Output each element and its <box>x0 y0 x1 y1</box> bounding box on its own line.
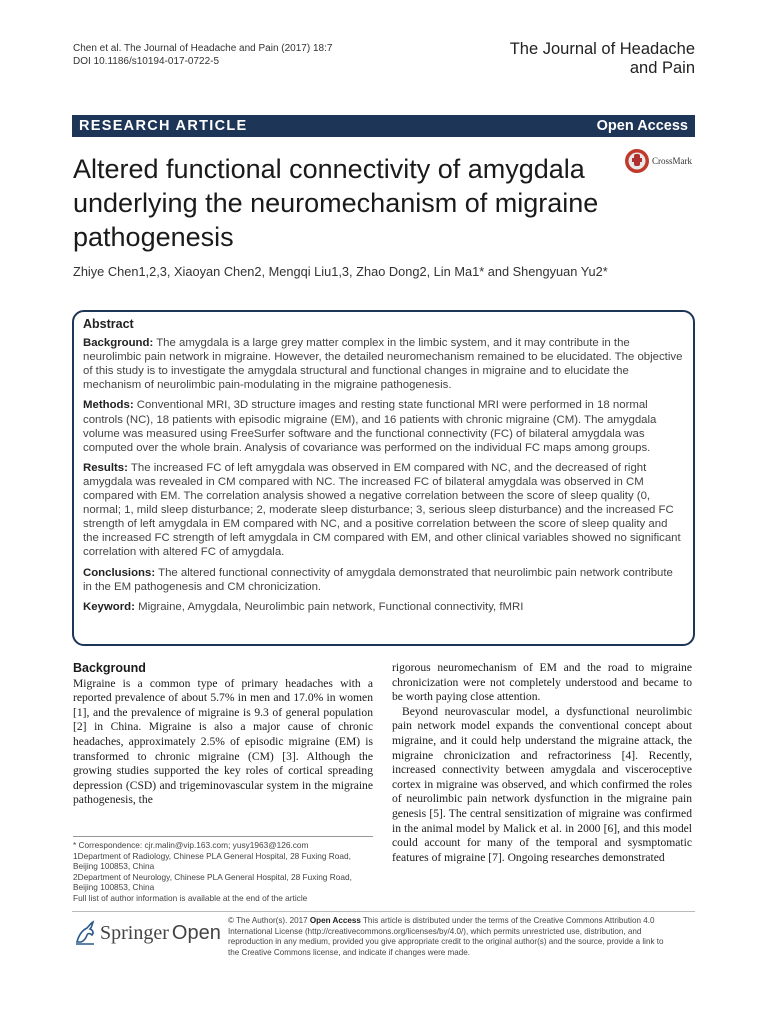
body-paragraph: rigorous neuromechanism of EM and the road to migraine chronicization were not completely understood and became to be worth paying close attention. <box>392 661 692 704</box>
body-column-right <box>392 661 692 865</box>
abstract-keywords-text: Migraine, Amygdala, Neurolimbic pain network, Functional connectivity, fMRI <box>138 600 524 613</box>
abstract-keywords <box>83 600 684 614</box>
abstract-heading: Abstract <box>83 317 134 331</box>
abstract-background <box>83 336 684 392</box>
footer-divider <box>72 911 695 912</box>
open-access-label: Open Access <box>596 118 688 134</box>
body-column-left <box>73 661 373 808</box>
license-text <box>228 916 668 959</box>
article-type: RESEARCH ARTICLE <box>79 118 248 134</box>
article-title: Altered functional connectivity of amygdala underlying the neuromechanism of migraine pathogenesis <box>73 154 599 252</box>
doi[interactable]: DOI 10.1186/s10194-017-0722-5 <box>73 56 220 67</box>
journal-name-line2: and Pain <box>629 59 695 77</box>
license-open-access: Open Access <box>309 916 361 925</box>
footnote-author-info: Full list of author information is available at the end of the article <box>73 892 308 903</box>
abstract-methods-text: Conventional MRI, 3D structure images and resting state functional MRI were performed in 18 normal controls (NC), 18 patients with episodic migraine (EM), and 16 patients with chronic migraine (CM). The amygdala volume was measured using FreeSurfer software and the functional connectivity (FC) of bilateral amygdala was computed over the whole brain. Analysis of covariance was performed on the individual FC maps among groups. <box>83 399 657 454</box>
crossmark-label: CrossMark <box>652 156 692 166</box>
abstract-keywords-label: Keyword: <box>83 600 135 613</box>
author-list <box>73 264 608 279</box>
footnote-correspondence[interactable]: * Correspondence: cjr.malin@vip.163.com; yusy1963@126.com <box>73 840 309 850</box>
body-paragraph: Migraine is a common type of primary headaches with a reported prevalence of about 5.7% in men and 17.0% in women [1], and the prevalence of migraine is 9.3 of general population [2] in China. Migraine is also a major cause of chronic headaches, approximately 2.5% of episodic migraine (EM) is transformed to chronic migraine (CM) [3]. Although the growing studies supported the key roles of cortical spreading depression (CSD) and trigeminovascular system in the migraine pathogenesis, the <box>73 676 373 807</box>
body-paragraph: Beyond neurovascular model, a dysfunctional neurolimbic pain network model expands the conventional concept about migraine, and it could help understand the migraine attack, the migraine chronicization and refractoriness [4]. Recently, increased connectivity between amygdala and visceroceptive cortex in migraine was observed, and which confirmed the roles of neurolimbic pain network dysfunction in the migraine pain genesis [5]. The central sensitization of migraine was confirmed in the animal model by Malick et al. in 2000 [6], and this model could account for many of the temporal and sysmptomatic features of migraine [7]. Ongoing researches demonstrated <box>392 704 692 864</box>
springer-horse-icon <box>73 920 97 946</box>
abstract-methods <box>83 398 684 454</box>
springer-open-logo <box>73 920 221 946</box>
abstract-results-label: Results: <box>83 461 128 474</box>
abstract-background-text: The amygdala is a large grey matter complex in the limbic system, and it may contribute in the neurolimbic pain network in migraine. However, the detailed neuromechanism remained to be elucidated. The objective of this study is to investigate the amygdala structural and functional changes in migraine and to elucidate the mechanism of neurolimbic pain-modulating in the migraine pathogenesis. <box>83 337 683 392</box>
license-body: This article is distributed under the terms of the Creative Commons Attribution 4.0 International License (http://creativecommons.org/licenses/by/4.0/), which permits unrestricted use, distribution, and reproduction in any medium, provided you give appropriate credit to the original author(s) and the source, provide a link to the Creative Commons license, and indicate if changes were made. <box>228 916 664 958</box>
footnotes <box>73 836 373 904</box>
footnote-affiliation: 1Department of Radiology, Chinese PLA General Hospital, 28 Fuxing Road, Beijing 100853, China <box>73 850 351 872</box>
abstract-results-text: The increased FC of left amygdala was observed in EM compared with NC, and the decreased of right amygdala was revealed in CM compared with NC. The increased FC of bilateral amygdala was observed in CM compared with EM. The correlation analysis showed a negative correlation between the score of sleep quality (0, normal; 1, mild sleep disturbance; 2, moderate sleep disturbance; 3, serious sleep disturbance) and the increased FC strength of left amygdala in EM compared with NC, and a positive correlation between the score of sleep quality and the increased FC strength of left amygdala in CM compared with EM, and other clinical variables showed no significant correlation with altered FC of amygdala. <box>83 461 681 559</box>
abstract-conclusions-text: The altered functional connectivity of amygdala demonstrated that neurolimbic pain network contribute in the EM pathogenesis and CM chronicization. <box>83 566 673 593</box>
springer-brand: Springer <box>100 921 169 944</box>
author-text: Zhiye Chen1,2,3, Xiaoyan Chen2, Mengqi Liu1,3, Zhao Dong2, Lin Ma1* and Shengyuan Yu2* <box>73 264 608 279</box>
journal-name <box>510 40 695 78</box>
citation-block <box>73 42 332 68</box>
article-type-banner <box>72 115 695 137</box>
abstract-conclusions-label: Conclusions: <box>83 566 156 579</box>
abstract-conclusions <box>83 566 684 594</box>
abstract-results <box>83 461 684 560</box>
license-prefix: © The Author(s). 2017 <box>228 916 308 925</box>
journal-name-line1: The Journal of Headache <box>509 40 695 58</box>
crossmark-icon <box>624 148 650 174</box>
citation: Chen et al. The Journal of Headache and Pain (2017) 18:7 <box>73 43 333 54</box>
open-brand: Open <box>171 921 221 944</box>
abstract-box <box>72 310 695 646</box>
footnote-affiliation: 2Department of Neurology, Chinese PLA General Hospital, 28 Fuxing Road, Beijing 100853, China <box>73 871 352 893</box>
abstract-methods-label: Methods: <box>83 399 134 412</box>
abstract-background-label: Background: <box>83 337 154 350</box>
crossmark-badge[interactable] <box>624 148 692 174</box>
section-heading-background: Background <box>73 661 146 675</box>
